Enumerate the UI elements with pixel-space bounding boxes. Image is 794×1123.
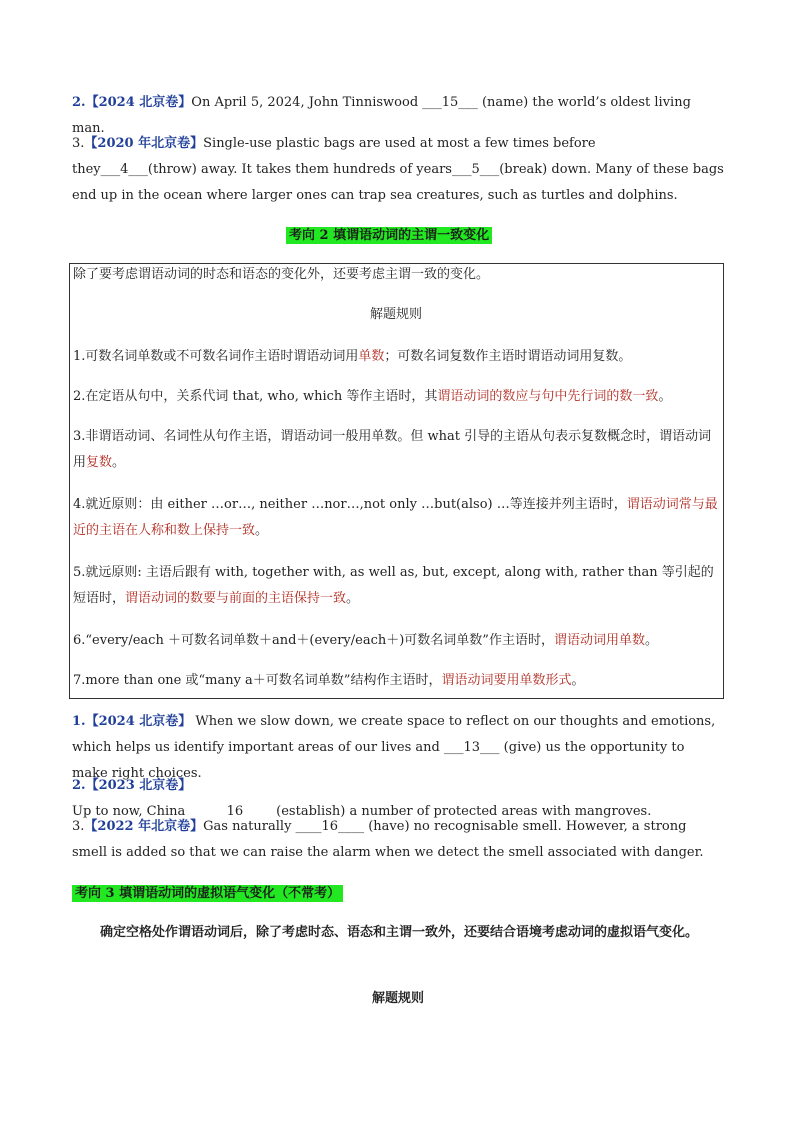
rule-6: 6.“every/each ＋可数名词单数＋and＋(every/each＋)可数名词单数”作主语时，谓语动词用单数。	[73, 633, 658, 648]
question-3-2022	[72, 814, 724, 866]
rules-box	[69, 263, 724, 699]
question-source-tag: 【2020 年北京卷】	[84, 136, 204, 151]
question-text: Gas naturally ____16____ (have) no recognisable smell. However, a strong smell is added so that we can raise the alarm when we detect the smell associated with danger.	[72, 819, 704, 860]
rule-7: 7.more than one 或“many a＋可数名词单数”结构作主语时，谓语动词要用单数形式。	[73, 673, 585, 688]
section-2-banner	[286, 224, 492, 243]
section-3-banner	[72, 882, 343, 901]
rule-2: 2.在定语从句中，关系代词 that, who, which 等作主语时，其谓语动词的数应与句中先行词的数一致。	[73, 389, 672, 404]
rule-5: 5.就远原则: 主语后跟有 with, together with, as well as, but, except, along with, rather than 等引起的短语时，谓语动词的数要与前面的主语保持一致。	[73, 565, 714, 606]
section-3-intro: 确定空格处作谓语动词后，除了考虑时态、语态和主谓一致外，还要结合语境考虑动词的虚拟语气变化。	[100, 925, 699, 940]
question-number: 3.	[72, 136, 85, 151]
rule-1: 1.可数名词单数或不可数名词作主语时谓语动词用单数；可数名词复数作主语时谓语动词用复数。	[73, 349, 632, 364]
rule-4: 4.就近原则：由 either …or…, neither …nor…,not only …but(also) …等连接并列主语时，谓语动词常与最近的主语在人称和数上保持一致。	[73, 497, 718, 538]
question-text: Up to now, China 16 (establish) a number of protected areas with mangroves.	[72, 804, 652, 819]
question-source-tag: 【2023 北京卷】	[85, 778, 192, 793]
section-3-rules-title: 解题规则	[371, 991, 424, 1006]
rules-title: 解题规则	[369, 307, 422, 322]
section-2-title: 考向 2 填谓语动词的主谓一致变化	[286, 227, 492, 244]
question-number: 2.	[72, 778, 86, 793]
question-number: 2.	[72, 95, 86, 110]
question-text: Single-use plastic bags are used at most a few times before they___4___(throw) away. It takes them hundreds of years___5___(break) down. Many of these bags end up in the ocean where larger ones can trap sea creatures, such as turtles and dolphins.	[72, 136, 724, 203]
question-text: On April 5, 2024, John Tinniswood ___15___ (name) the world’s oldest living man.	[72, 95, 691, 136]
question-number: 3.	[72, 819, 85, 834]
question-source-tag: 【2024 北京卷】	[85, 95, 192, 110]
question-source-tag: 【2022 年北京卷】	[84, 819, 204, 834]
question-3-2020	[72, 131, 724, 209]
question-number: 1.	[72, 714, 86, 729]
rule-3: 3.非谓语动词、名词性从句作主语，谓语动词一般用单数。但 what 引导的主语从句表示复数概念时，谓语动词用复数。	[73, 429, 712, 470]
section-3-title: 考向 3 填谓语动词的虚拟语气变化（不常考）	[72, 885, 343, 902]
question-source-tag: 【2024 北京卷】	[85, 714, 192, 729]
rules-intro: 除了要考虑谓语动词的时态和语态的变化外，还要考虑主谓一致的变化。	[73, 267, 490, 282]
question-text: When we slow down, we create space to reflect on our thoughts and emotions, which helps us identify important areas of our lives and ___13___ (give) us the opportunity to make right choices.	[72, 714, 716, 781]
